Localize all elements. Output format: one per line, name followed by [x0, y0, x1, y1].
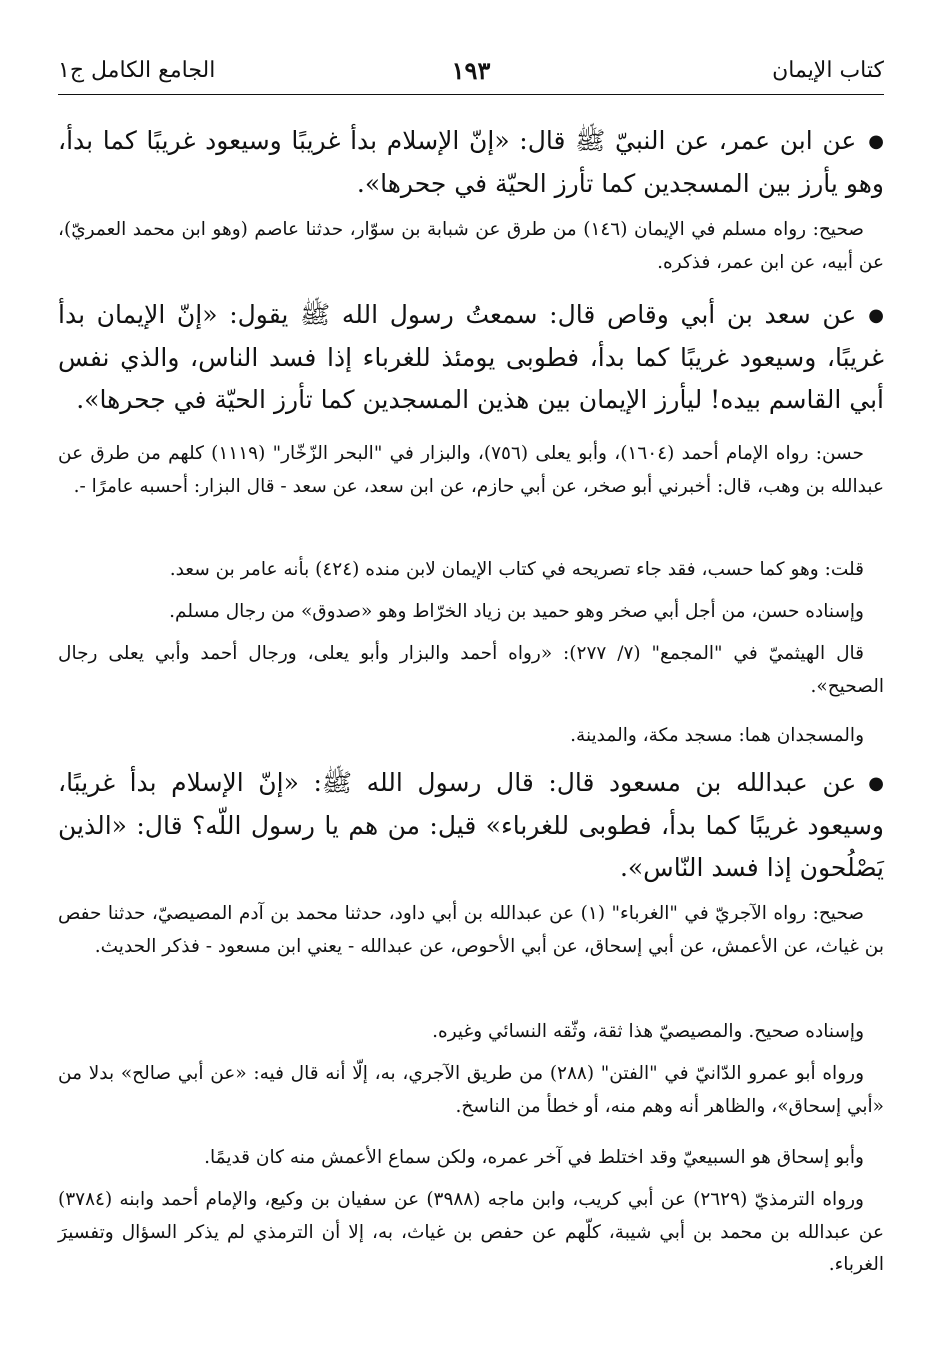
- commentary-note: وإسناده حسن، من أجل أبي صخر وهو حميد بن زياد الخرّاط وهو «صدوق» من رجال مسلم.: [169, 601, 864, 622]
- commentary-note: قال الهيثميّ في "المجمع" (٧/ ٢٧٧): «رواه أحمد والبزار وأبو يعلى، ورجال أحمد وأبي يعلى رجال الصحيح».: [58, 643, 884, 697]
- hadith-ibn-masud: [58, 762, 884, 889]
- commentary-note: ورواه أبو عمرو الدّانيّ في "الفتن" (٢٨٨) من طريق الآجري، به، إلّا أنه قال فيه: «عن أبي صالح» بدلا من «أبي إسحاق»، والظاهر أنه وهم منه، أو خطأ من الناسخ.: [58, 1063, 884, 1117]
- running-header: [58, 52, 884, 95]
- commentary-note: قلت: وهو كما حسب، فقد جاء تصريحه في كتاب الإيمان لابن منده (٤٢٤) بأنه عامر بن سعد.: [169, 559, 864, 580]
- hadith-saad: [58, 294, 884, 421]
- takhrij-note: صحيح: رواه الآجريّ في "الغرباء" (١) عن عبدالله بن أبي داود، حدثنا محمد بن آدم المصيصيّ، حدثنا حفص بن غياث، عن الأعمش، عن أبي إسحاق، عن أبي الأحوص، عن عبدالله - يعني ابن مسعود - فذكر الحديث.: [58, 903, 884, 957]
- hadith-text: عن سعد بن أبي وقاص قال: سمعتُ رسول الله ﷺ يقول: «إنّ الإيمان بدأ غريبًا، وسيعود غريبًا كما بدأ، فطوبى يومئذ للغرباء إذا فسد الناس، والذي نفس أبي القاسم بيده! ليأرز الإيمان بين هذين المسجدين كما تأرز الحيّة في جحرها».: [58, 300, 884, 414]
- bullet-icon: ●: [868, 131, 884, 152]
- bullet-icon: ●: [868, 305, 884, 326]
- commentary-note: ورواه الترمذيّ (٢٦٢٩) عن أبي كريب، وابن ماجه (٣٩٨٨) عن سفيان بن وكيع، والإمام أحمد وابنه (٣٧٨٤) عن عبدالله بن محمد بن أبي شيبة، كلّهم عن حفص بن غياث، به، إلا أن الترمذي لم يذكر السؤال وتفسيرَ الغرباء.: [58, 1189, 884, 1275]
- hadith-ibn-umar: [58, 120, 884, 205]
- bullet-icon: ●: [868, 773, 884, 794]
- chapter-title: كتاب الإيمان: [772, 58, 884, 83]
- hadith-text: عن ابن عمر، عن النبيّ ﷺ قال: «إنّ الإسلام بدأ غريبًا وسيعود غريبًا كما بدأ، وهو يأرز بين المسجدين كما تأرز الحيّة في جحرها».: [58, 126, 884, 198]
- commentary-note: وإسناده صحيح. والمصيصيّ هذا ثقة، وثّقه النسائي وغيره.: [432, 1021, 864, 1042]
- page-number: ١٩٣: [451, 56, 491, 85]
- commentary-note: والمسجدان هما: مسجد مكة، والمدينة.: [570, 725, 864, 746]
- book-title: الجامع الكامل ج١: [58, 58, 216, 83]
- takhrij-note: صحيح: رواه مسلم في الإيمان (١٤٦) من طرق عن شبابة بن سوّار، حدثنا عاصم (وهو ابن محمد العمريّ)، عن أبيه، عن ابن عمر، فذكره.: [58, 219, 884, 273]
- commentary-note: وأبو إسحاق هو السبيعيّ وقد اختلط في آخر عمره، ولكن سماع الأعمش منه كان قديمًا.: [204, 1147, 864, 1168]
- takhrij-note: حسن: رواه الإمام أحمد (١٦٠٤)، وأبو يعلى (٧٥٦)، والبزار في "البحر الزّخّار" (١١١٩) كلهم من طرق عن عبدالله بن وهب، قال: أخبرني أبو صخر، عن أبي حازم، عن ابن سعد، عن سعد - قال البزار: أحسبه عامرًا -.: [58, 443, 884, 497]
- hadith-text: عن عبدالله بن مسعود قال: قال رسول الله ﷺ: «إنّ الإسلام بدأ غريبًا، وسيعود غريبًا كما بدأ، فطوبى للغرباء» قيل: من هم يا رسول اللّه؟ قال: «الذين يَصْلُحون إذا فسد النّاس».: [58, 768, 884, 882]
